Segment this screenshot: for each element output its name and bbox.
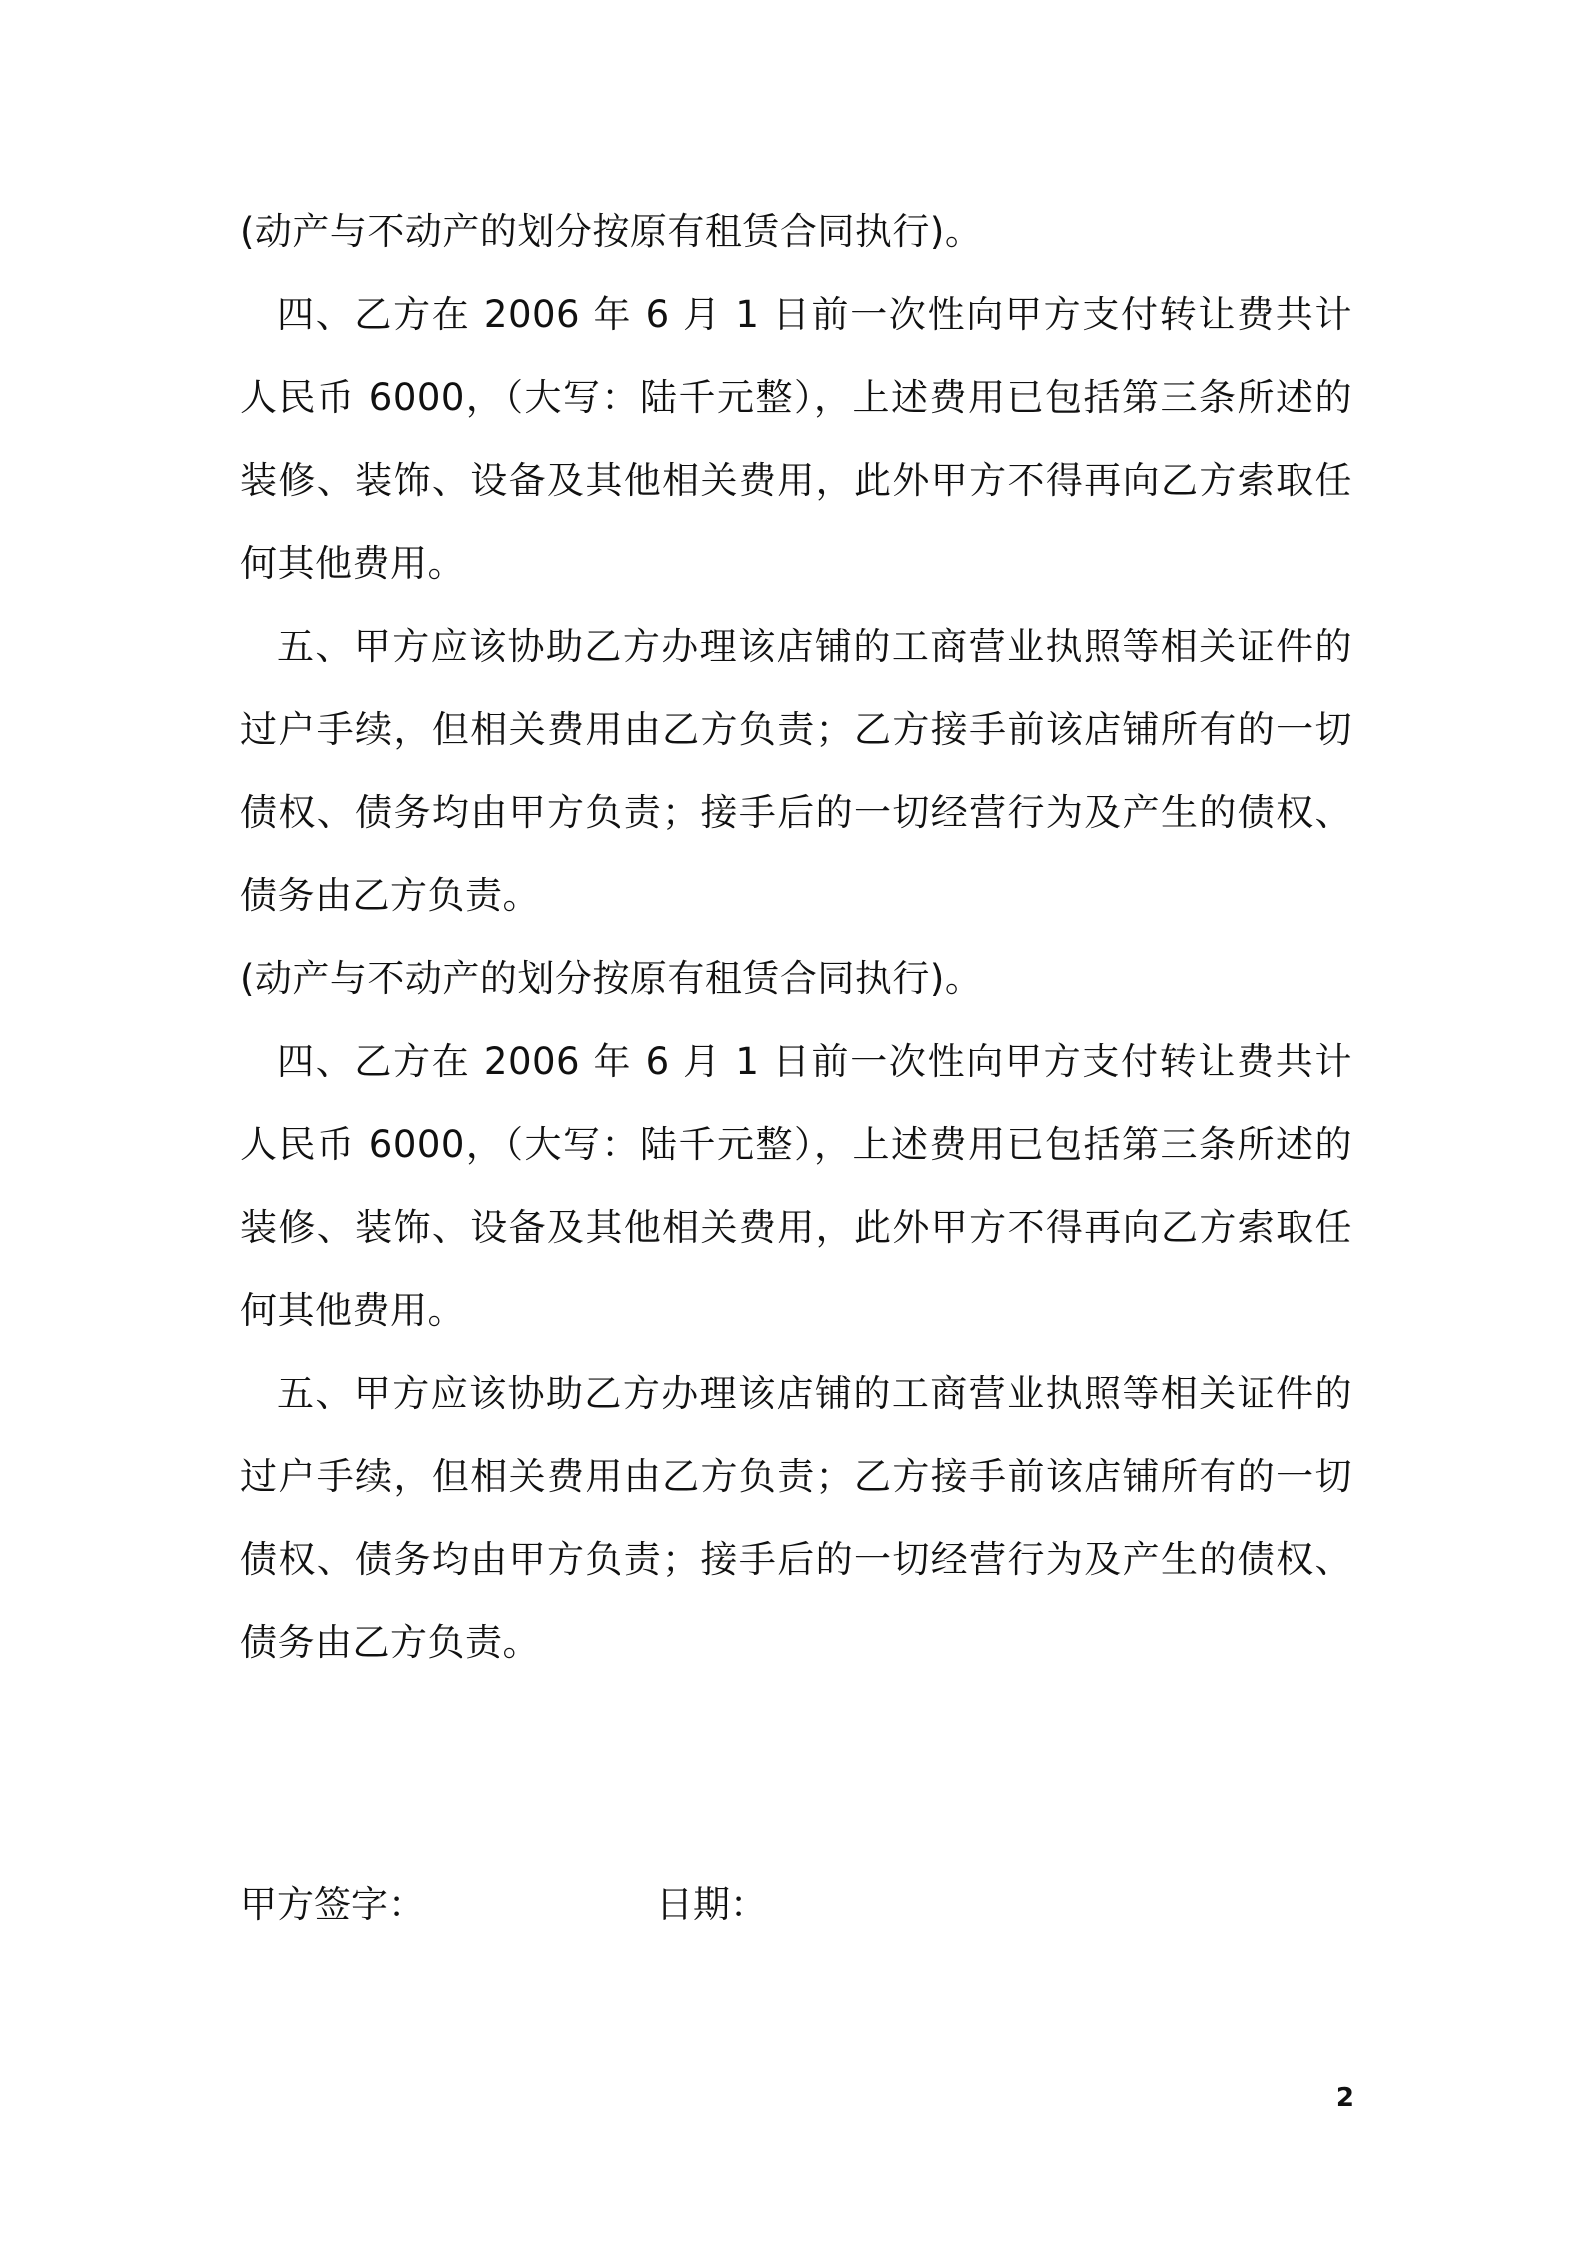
document-body <box>240 190 1352 1684</box>
paragraph-clause-four-repeat: 四、乙方在 2006 年 6 月 1 日前一次性向甲方支付转让费共计人民币 6000，（大写：陆千元整），上述费用已包括第三条所述的装修、装饰、设备及其他相关费用，此外甲方不得再向乙方索取任何其他费用。 <box>240 1040 1352 1332</box>
signature-row <box>240 1875 1352 1935</box>
paragraph-clause-four: 四、乙方在 2006 年 6 月 1 日前一次性向甲方支付转让费共计人民币 6000，（大写：陆千元整），上述费用已包括第三条所述的装修、装饰、设备及其他相关费用，此外甲方不得再向乙方索取任何其他费用。 <box>240 293 1352 585</box>
page-number: 2 <box>1335 2083 1354 2113</box>
paragraph-clause-five-repeat: 五、甲方应该协助乙方办理该店铺的工商营业执照等相关证件的过户手续，但相关费用由乙方负责；乙方接手前该店铺所有的一切债权、债务均由甲方负责；接手后的一切经营行为及产生的债权、债务由乙方负责。 <box>240 1372 1352 1664</box>
paragraph-movable-property-note-repeat: (动产与不动产的划分按原有租赁合同执行)。 <box>240 957 983 1000</box>
signature-date-label: 日期： <box>656 1883 767 1926</box>
party-a-signature-label: 甲方签字： <box>240 1883 425 1926</box>
paragraph-clause-five: 五、甲方应该协助乙方办理该店铺的工商营业执照等相关证件的过户手续，但相关费用由乙方负责；乙方接手前该店铺所有的一切债权、债务均由甲方负责；接手后的一切经营行为及产生的债权、债务由乙方负责。 <box>240 625 1352 917</box>
paragraph-movable-property-note: (动产与不动产的划分按原有租赁合同执行)。 <box>240 210 983 253</box>
